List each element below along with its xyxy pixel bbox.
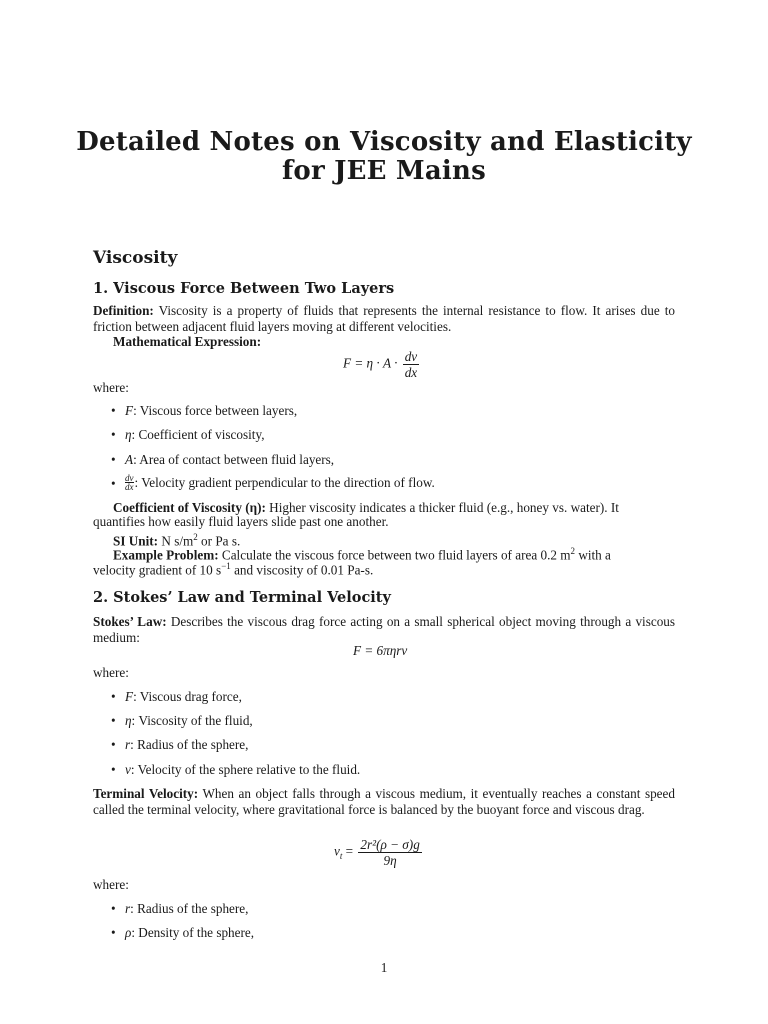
page-number: 1: [380, 960, 388, 975]
symbol: F: [125, 403, 134, 418]
bullet-icon: •: [111, 737, 116, 752]
small-fraction: [125, 474, 134, 491]
stokes-law-paragraph: [93, 614, 675, 646]
equation-viscous-force: [343, 349, 421, 380]
list-item-text: : Coefficient of viscosity,: [131, 427, 265, 442]
stokes-law-label: Stokes’ Law:: [93, 614, 167, 629]
document-title-line-2: for JEE Mains: [282, 156, 486, 186]
terminal-velocity-text: When an object falls through a viscous medium, it eventually reaches a constant speed called the terminal velocity, where gravitational force is balanced by the buoyant force and viscous drag.: [93, 786, 675, 817]
bullet-icon: •: [111, 452, 116, 467]
bullet-icon: •: [111, 713, 116, 728]
si-unit-label: SI Unit:: [113, 533, 159, 549]
symbol: A: [125, 452, 134, 467]
subsection-heading-viscous-force: 1. Viscous Force Between Two Layers: [93, 280, 395, 297]
definition-paragraph: [93, 303, 675, 335]
example-problem-line2-b: and viscosity of 0.01 Pa-s.: [230, 562, 374, 578]
small-fraction-denominator: dx: [125, 482, 134, 492]
symbol: v: [125, 762, 131, 777]
list-item-text: : Viscous drag force,: [133, 689, 242, 704]
equation-stokes-law: F = 6πηrv: [353, 643, 408, 658]
equation-viscous-force-fraction: [403, 349, 419, 380]
coefficient-line-2: quantifies how easily fluid layers slide past one another.: [93, 514, 389, 529]
where-label-3: where:: [93, 877, 129, 892]
bullet-icon: •: [111, 427, 116, 442]
equation-terminal-velocity-fraction: [358, 837, 421, 868]
section-heading-viscosity: Viscosity: [93, 248, 178, 268]
bullet-icon: •: [111, 901, 116, 916]
stokes-law-text: Describes the viscous drag force acting on a small spherical object moving through a viscous medium:: [93, 614, 676, 645]
example-problem-line2-superscript: −1: [221, 561, 231, 571]
equation-viscous-force-lhs: F = η · A ·: [343, 355, 398, 371]
example-problem-label: Example Problem:: [113, 547, 219, 563]
list-item-text: : Viscous force between layers,: [133, 403, 298, 418]
equation-terminal-velocity: [334, 837, 424, 868]
list-item-text: : Density of the sphere,: [131, 925, 255, 940]
list-item-text: : Viscosity of the fluid,: [131, 713, 253, 728]
equation-viscous-force-numerator: dv: [404, 349, 418, 364]
equation-terminal-velocity-numerator: 2r²(ρ − σ)g: [360, 837, 420, 852]
list-item-text: : Velocity gradient perpendicular to the direction of flow.: [134, 474, 435, 490]
equation-terminal-velocity-denominator: 9η: [383, 853, 397, 868]
list-item-text: : Velocity of the sphere relative to the fluid.: [130, 762, 361, 777]
symbol: η: [125, 427, 132, 442]
terminal-velocity-label: Terminal Velocity:: [93, 786, 199, 801]
terminal-velocity-paragraph: [93, 786, 675, 818]
subsection-heading-stokes-law: 2. Stokes’ Law and Terminal Velocity: [93, 589, 391, 606]
bullet-icon: •: [111, 476, 116, 491]
equation-terminal-velocity-equals: =: [342, 843, 354, 859]
math-expression-label-text: Mathematical Expression:: [113, 334, 262, 349]
si-unit-text-b: or Pa s.: [197, 533, 241, 549]
bullet-icon: •: [111, 762, 116, 777]
si-unit-text-a: N s/m: [161, 533, 194, 549]
where-label-1: where:: [93, 380, 129, 395]
definition-text: Viscosity is a property of fluids that represents the internal resistance to flow. It arises due to friction between adjacent fluid layers moving at different velocities.: [93, 303, 675, 334]
math-expression-label: [113, 334, 261, 350]
coefficient-text-1: Higher viscosity indicates a thicker fluid (e.g., honey vs. water). It: [269, 500, 619, 515]
example-problem-text-b: with a: [575, 547, 611, 563]
list-item-text: : Radius of the sphere,: [130, 737, 249, 752]
equation-terminal-velocity-lhs: v: [334, 843, 340, 859]
example-problem-line-2: [93, 558, 373, 578]
example-problem-line2-a: velocity gradient of 10 s: [93, 562, 222, 578]
symbol: r: [125, 901, 131, 916]
small-fraction-numerator: dv: [125, 473, 134, 483]
list-item-text: : Radius of the sphere,: [130, 901, 249, 916]
symbol: r: [125, 737, 131, 752]
document-title-line-1: Detailed Notes on Viscosity and Elasticity: [76, 127, 692, 157]
si-unit-superscript: 2: [193, 532, 198, 542]
example-problem-text-a: Calculate the viscous force between two fluid layers of area 0.2 m: [221, 547, 571, 563]
bullet-icon: •: [111, 925, 116, 940]
definition-label: Definition:: [93, 303, 154, 318]
where-label-2: where:: [93, 665, 129, 680]
symbol: ρ: [125, 925, 132, 940]
list-item-text: : Area of contact between fluid layers,: [133, 452, 335, 467]
bullet-icon: •: [111, 689, 116, 704]
equation-terminal-velocity-subscript: t: [339, 851, 343, 862]
symbol: η: [125, 713, 132, 728]
example-problem-superscript: 2: [570, 546, 576, 556]
bullet-icon: •: [111, 403, 116, 418]
equation-viscous-force-denominator: dx: [404, 365, 418, 380]
coefficient-label: Coefficient of Viscosity (η):: [113, 500, 266, 515]
symbol: F: [125, 689, 134, 704]
